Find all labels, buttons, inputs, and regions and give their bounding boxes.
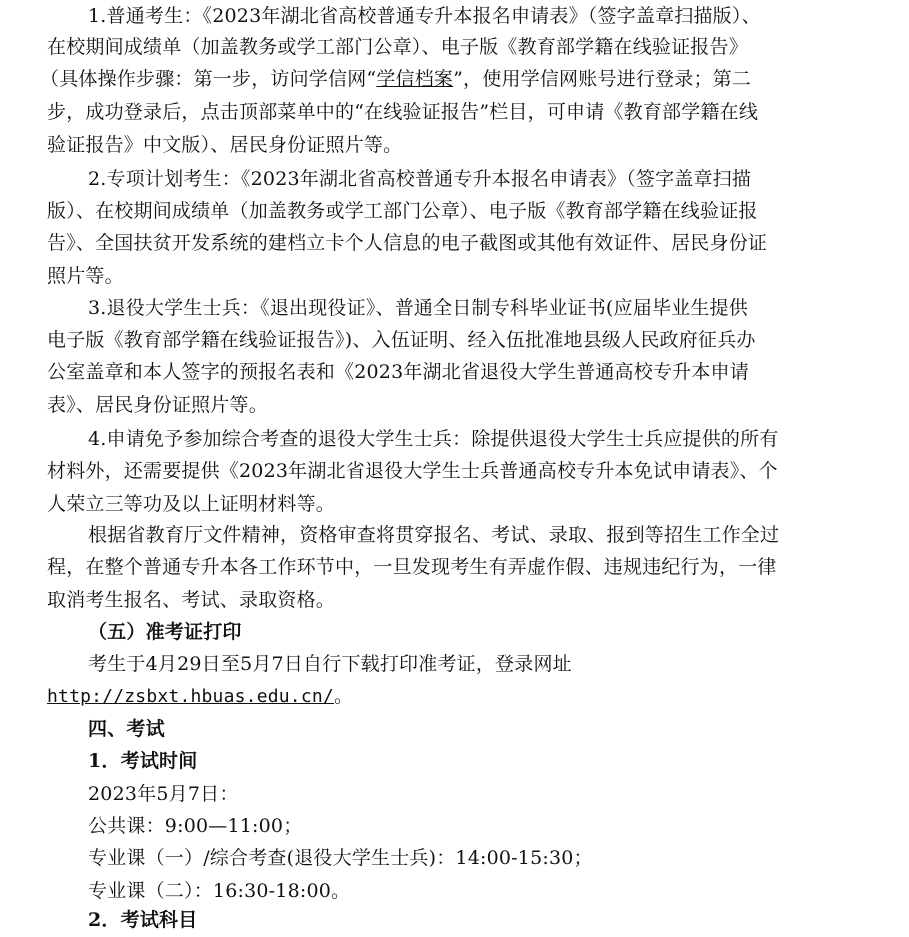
para4-line1: 4.申请免予参加综合考查的退役大学生士兵：除提供退役大学生士兵应提供的所有: [88, 428, 779, 450]
para3-line4: 表》、居民身份证照片等。: [47, 394, 268, 416]
para5-line3: 取消考生报名、考试、录取资格。: [47, 589, 336, 611]
para5-line2: 程，在整个普通专升本各工作环节中，一旦发现考生有弄虚作假、违规违纪行为，一律: [47, 556, 777, 578]
login-url-link[interactable]: http://zsbxt.hbuas.edu.cn/: [47, 686, 334, 707]
exam-date: 2023年5月7日：: [88, 783, 239, 805]
para4-line2: 材料外，还需要提供《2023年湖北省退役大学生士兵普通高校专升本免试申请表》、个: [47, 460, 778, 482]
para5-line1: 根据省教育厅文件精神，资格审查将贯穿报名、考试、录取、报到等招生工作全过: [88, 524, 780, 546]
para3-line3: 公室盖章和本人签字的预报名表和《2023年湖北省退役大学生普通高校专升本申请: [47, 361, 749, 383]
section-heading-admission-ticket: （五）准考证打印: [88, 621, 242, 643]
section-heading-exam: 四、考试: [88, 718, 165, 740]
ticket-line1: 考生于4月29日至5月7日自行下载打印准考证，登录网址: [88, 653, 572, 675]
subheading-exam-time: 1．考试时间: [88, 750, 198, 772]
exam-major-course-two: 专业课（二）：16:30-18:00。: [88, 880, 351, 902]
para3-line2: 电子版《教育部学籍在线验证报告》)、入伍证明、经入伍批准地县级人民政府征兵办: [47, 329, 756, 351]
para2-line1: 2.专项计划考生：《2023年湖北省高校普通专升本报名申请表》（签字盖章扫描: [88, 168, 752, 190]
para1-line2: 在校期间成绩单（加盖教务或学工部门公章）、电子版《教育部学籍在线验证报告》: [47, 36, 748, 58]
para2-line2: 版）、在校期间成绩单（加盖教务或学工部门公章）、电子版《教育部学籍在线验证报: [47, 200, 758, 222]
subheading-exam-subjects: 2．考试科目: [88, 909, 198, 931]
para3-line1: 3.退役大学生士兵：《退出现役证》、普通全日制专科毕业证书(应届毕业生提供: [88, 297, 748, 319]
para1-line4: 步，成功登录后，点击顶部菜单中的“在线验证报告”栏目，可申请《教育部学籍在线: [47, 101, 759, 123]
para1-line1: 1.普通考生：《2023年湖北省高校普通专升本报名申请表》（签字盖章扫描版）、: [88, 5, 761, 27]
para2-line3: 告》、全国扶贫开发系统的建档立卡个人信息的电子截图或其他有效证件、居民身份证: [47, 232, 768, 254]
ticket-line2: http://zsbxt.hbuas.edu.cn/。: [47, 685, 354, 707]
xuexin-archive-link[interactable]: 学信档案: [376, 68, 454, 90]
para2-line4: 照片等。: [47, 265, 124, 287]
para1-line5: 验证报告》中文版）、居民身份证照片等。: [47, 134, 403, 156]
para1-line3: （具体操作步骤：第一步，访问学信网“学信档案”，使用学信网账号进行登录；第二: [40, 68, 752, 90]
exam-public-course: 公共课：9:00—11:00；: [88, 815, 303, 837]
para4-line3: 人荣立三等功及以上证明材料等。: [47, 493, 336, 515]
exam-major-course-one: 专业课（一）/综合考查(退役大学生士兵)：14:00-15:30；: [88, 847, 593, 869]
